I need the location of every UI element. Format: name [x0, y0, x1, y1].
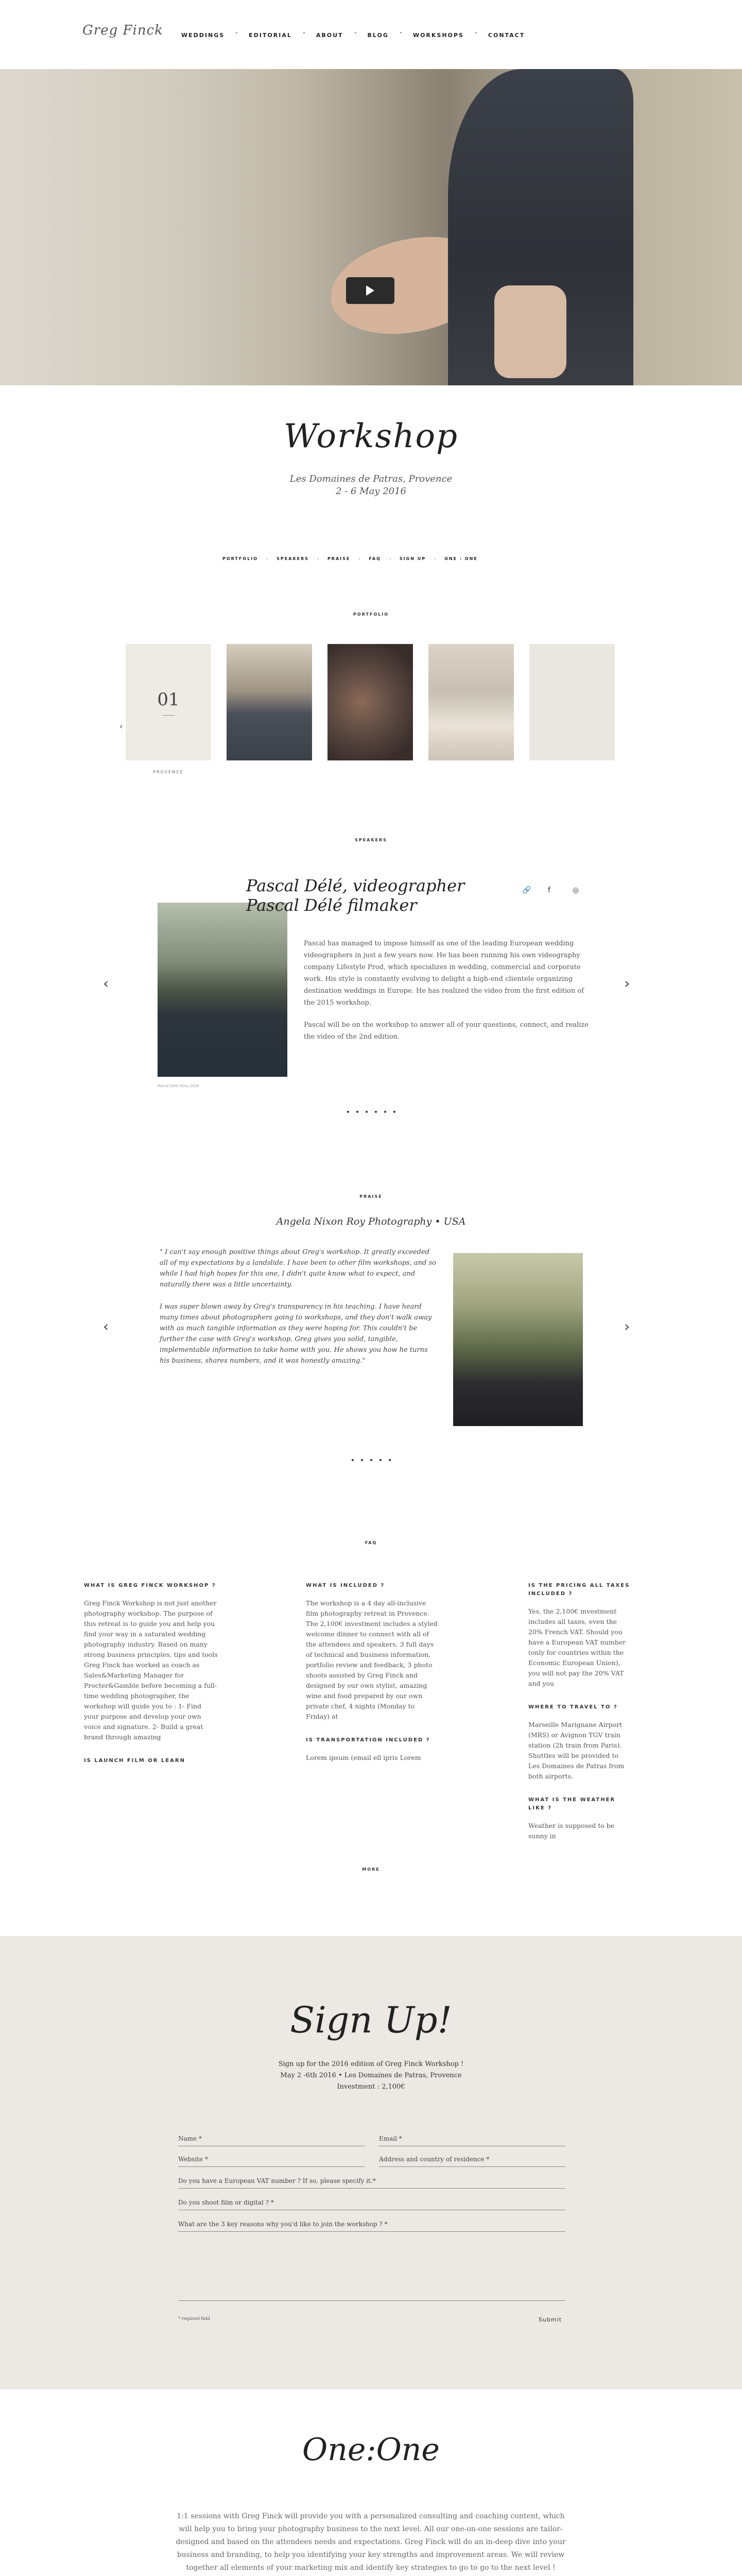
subnav-faq[interactable]: FAQ [369, 556, 381, 561]
oneone-intro: 1:1 sessions with Greg Finck will provide you with a personalized consulting and coaching content, which will help you to bring your photography business to the next level. All our one-on-one sessions are tailor-designed and based on the attendees needs and expectations. Greg Finck will do an in-deep dive into your business and branding, to help you identifying your key strengths and improvement areas. We will review together all elements of your marketing mix and identify key strategies to go to go to the next level ! [176, 2512, 566, 2572]
address-field[interactable]: Address and country of residence * [379, 2151, 565, 2167]
film-digital-field[interactable]: Do you shoot film or digital ? * [178, 2195, 565, 2210]
portfolio-image-bride[interactable] [428, 644, 514, 760]
required-note: * required field [178, 2316, 210, 2321]
vat-field[interactable]: Do you have a European VAT number ? If so, please specify it.* [178, 2173, 565, 2189]
pagination-dot[interactable] [347, 1111, 349, 1113]
faq-answer: Weather is supposed to be sunny in [528, 1822, 615, 1840]
nav-separator [475, 32, 477, 33]
faq-question: WHAT IS THE WEATHER LIKE ? [528, 1797, 616, 1811]
pagination-dot[interactable] [375, 1111, 377, 1113]
subnav-praise[interactable]: PRAISE [327, 556, 351, 561]
subnav-signup[interactable]: SIGN UP [399, 556, 426, 561]
portfolio-number: 01 [157, 689, 180, 710]
signup-info [0, 2059, 742, 2093]
pagination-dot[interactable] [370, 1459, 372, 1461]
hero-image-detail [494, 285, 566, 378]
pagination-dot[interactable] [389, 1459, 391, 1461]
reasons-field[interactable]: What are the 3 key reasons why you'd like to join the workshop ? * [178, 2216, 565, 2232]
praise-pagination [0, 1459, 742, 1461]
faq-question: WHAT IS INCLUDED ? [306, 1583, 385, 1588]
facebook-icon[interactable]: f [548, 886, 550, 894]
nav-about[interactable]: ABOUT [316, 32, 343, 39]
testimonial-text [160, 1247, 438, 1378]
speaker-photo [158, 903, 287, 1077]
pagination-dot[interactable] [352, 1459, 354, 1461]
play-icon [366, 285, 374, 296]
pagination-dot[interactable] [361, 1459, 363, 1461]
nav-separator [435, 558, 436, 560]
faq-question: WHAT IS GREG FINCK WORKSHOP ? [84, 1583, 216, 1588]
faq-column [528, 1582, 631, 1856]
pagination-dot[interactable] [384, 1111, 386, 1113]
nav-separator [236, 32, 237, 33]
faq-answer: Yes, the 2,100€ investment includes all taxes, even the 20% French VAT. Should you have a European VAT number (only for countries within the Economic European Union), you will not pay the 20% VAT and you [528, 1607, 626, 1687]
main-nav [181, 32, 525, 39]
pagination-dot[interactable] [366, 1111, 368, 1113]
portfolio-image-couple[interactable] [227, 644, 312, 760]
pagination-dot[interactable] [356, 1111, 358, 1113]
faq-question: WHERE TO TRAVEL TO ? [528, 1704, 618, 1710]
faq-label: FAQ [365, 1540, 377, 1545]
nav-editorial[interactable]: EDITORIAL [249, 32, 292, 39]
speaker-bio-paragraph: Pascal will be on the workshop to answer all of your questions, connect, and realize the video of the 2nd edition. [304, 1021, 589, 1041]
faq-more-button[interactable]: MORE [362, 1867, 380, 1872]
faq-question: IS TRANSPORTATION INCLUDED ? [306, 1737, 430, 1743]
site-logo[interactable]: Greg Finck [82, 23, 163, 38]
nav-workshops[interactable]: WORKSHOPS [412, 32, 464, 39]
subnav-oneone[interactable]: ONE : ONE [444, 556, 478, 561]
portfolio-prev-arrow-icon[interactable]: ‹ [119, 721, 123, 731]
speaker-photo-caption: Pascal Délé Films 2016 [158, 1084, 199, 1088]
faq-answer: Marseille Marignane Airport (MRS) or Avignon TGV train station (2h train from Paris). Shuttles will be provided to Les Domaines de Patras from both airports. [528, 1721, 625, 1780]
nav-separator [359, 558, 360, 560]
site-header [0, 0, 742, 69]
nav-blog[interactable]: BLOG [367, 32, 389, 39]
nav-separator [267, 558, 268, 560]
portfolio-image-figs[interactable] [327, 644, 413, 760]
testimonial-paragraph: " I can't say enough positive things about Greg's workshop. It greatly exceeded all of my expectations by a landslide. I have been to other film workshops, and so while I had high hopes for this one, I didn't quite know what to expect, and naturally there was a little uncertainty. [160, 1248, 436, 1289]
portfolio-label: PORTFOLIO [353, 612, 389, 617]
section-nav [222, 556, 478, 561]
workshop-subtitle [0, 473, 742, 498]
email-field[interactable]: Email * [379, 2131, 565, 2146]
portfolio-tile-provence[interactable] [126, 644, 211, 760]
testimonial-author: Angela Nixon Roy Photography • USA [276, 1216, 466, 1227]
faq-fade-overlay [0, 1845, 742, 1861]
subnav-portfolio[interactable]: PORTFOLIO [222, 556, 258, 561]
instagram-icon[interactable]: ◎ [573, 886, 579, 894]
pagination-dot[interactable] [393, 1111, 395, 1113]
speakers-next-arrow-icon[interactable]: › [624, 975, 630, 992]
nav-contact[interactable]: CONTACT [488, 32, 525, 39]
nav-separator [355, 32, 356, 33]
hero-video[interactable] [0, 69, 742, 385]
speakers-prev-arrow-icon[interactable]: ‹ [103, 975, 109, 992]
faq-question: IS THE PRICING ALL TAXES INCLUDED ? [528, 1583, 630, 1597]
faq-question: IS LAUNCH FILM OR LEARN [84, 1758, 185, 1764]
speaker-name-line2: Pascal Délé filmaker [246, 895, 417, 915]
pagination-dot[interactable] [379, 1459, 382, 1461]
faq-mask [0, 1861, 742, 1933]
workshop-title: Workshop [284, 417, 458, 455]
nav-separator [318, 558, 319, 560]
faq-column [306, 1582, 440, 1777]
faq-answer: Greg Finck Workshop is not just another photography workshop. The purpose of this retreat is to guide you and help you find your way in a saturated wedding photography industry. Based on many strong business principles, tips and tools Greg Finck has worked as coach as Sales&Marketing Manager for Procter&Gamble before becoming a full-time wedding photographer, the workshop will guide you to : 1- Find your purpose and develop your own voice and signature. 2- Build a great brand through amazing [84, 1599, 218, 1741]
nav-separator [390, 558, 391, 560]
speakers-label: SPEAKERS [355, 838, 387, 842]
portfolio-caption: PROVENCE [153, 770, 184, 774]
portfolio-divider [162, 715, 175, 716]
speaker-bio-paragraph: Pascal has managed to impose himself as one of the leading European wedding videographers in just a few years now. He has been running his own videography company Lifestyle Prod, which specializes in wedding, commercial and corporate work. His style is constantly evolving to delight a high-end clientele organizing destination weddings in Europe. He has realized the video from the first edition of the 2015 workshop. [304, 940, 584, 1007]
faq-column [84, 1582, 218, 1773]
faq-answer: The workshop is a 4 day all-inclusive film photography retreat in Provence. The 2,100€ investment includes a styled welcome dinner to connect with all of the attendees and speakers, 3 full days of technical and business information, portfolio review and feedback, 3 photo shoots assisted by Greg Finck and designed by our own stylist, amazing wine and food prepared by our own private chef, 4 nights (Monday to Friday) at [306, 1599, 438, 1720]
faq-answer: Lorem ipsum (email ell ipris Lorem [306, 1754, 421, 1761]
praise-next-arrow-icon[interactable]: › [624, 1318, 630, 1335]
play-button[interactable] [346, 277, 394, 304]
website-field[interactable]: Website * [178, 2151, 365, 2167]
oneone-title: One:One [302, 2432, 440, 2468]
signup-title: Sign Up! [290, 1999, 452, 2041]
praise-prev-arrow-icon[interactable]: ‹ [103, 1318, 109, 1335]
portfolio-image-placeholder[interactable] [529, 644, 615, 760]
nav-weddings[interactable]: WEDDINGS [181, 32, 225, 39]
nav-separator [303, 32, 305, 33]
speaker-bio [304, 938, 592, 1053]
signup-info-line: May 2 -6th 2016 • Les Domaines de Patras, Provence [280, 2072, 462, 2079]
nav-separator [400, 32, 402, 33]
workshop-location: Les Domaines de Patras, Provence [289, 473, 453, 484]
reasons-textarea[interactable] [178, 2239, 565, 2301]
signup-info-line: Investment : 2,100€ [337, 2083, 405, 2091]
subnav-speakers[interactable]: SPEAKERS [277, 556, 309, 561]
praise-label: PRAISE [359, 1194, 383, 1199]
testimonial-paragraph: I was super blown away by Greg's transparency in his teaching. I have heard many times about photographers going to workshops, and they don't walk away with as much tangible information as they were hoping for. This couldn't be further the case with Greg's workshop. Greg gives you solid, tangible, implementable information to take home with you. He shows you how he turns his business, shares numbers, and it was honestly amazing." [160, 1303, 432, 1365]
submit-button[interactable]: Submit [539, 2316, 562, 2323]
signup-info-line: Sign up for the 2016 edition of Greg Finck Workshop ! [278, 2060, 464, 2068]
speaker-name-line1: Pascal Délé, videographer [246, 876, 465, 895]
workshop-dates: 2 - 6 May 2016 [335, 486, 406, 497]
speakers-pagination [0, 1111, 742, 1113]
name-field[interactable]: Name * [178, 2131, 365, 2146]
speaker-name [246, 876, 464, 915]
website-link-icon[interactable]: 🔗 [522, 886, 531, 894]
testimonial-photo [453, 1253, 583, 1426]
